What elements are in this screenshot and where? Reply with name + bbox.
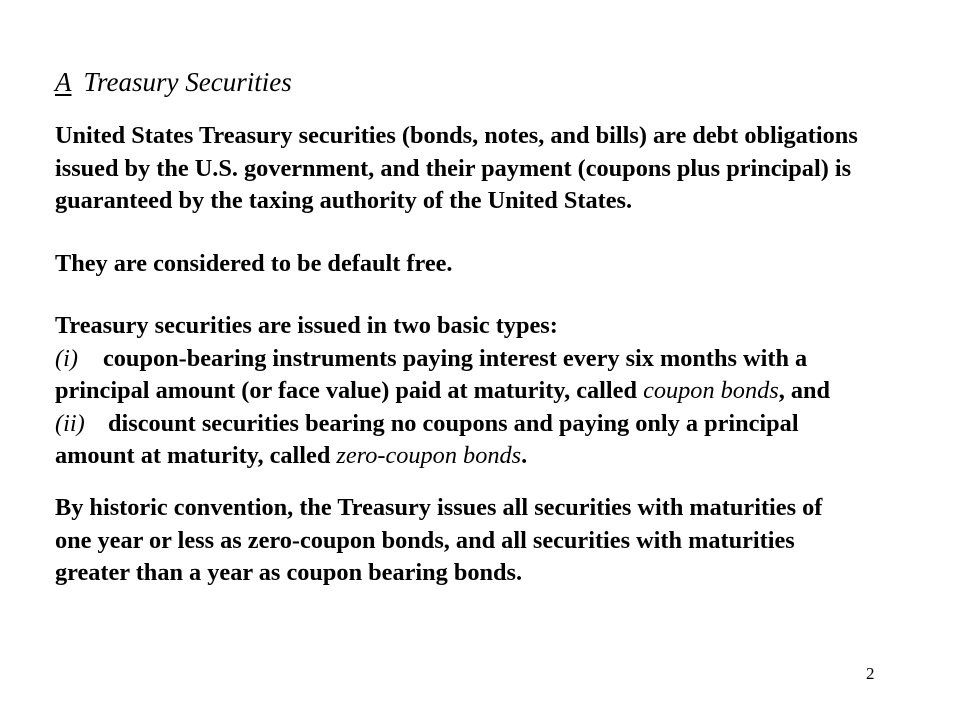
section-title: Treasury Securities xyxy=(83,67,292,97)
paragraph-treasury-definition xyxy=(55,120,858,218)
text-span: . xyxy=(521,442,528,469)
list-item-coupon xyxy=(55,343,830,376)
text-line xyxy=(55,440,830,473)
text-line: By historic convention, the Treasury issues all securities with maturities of xyxy=(55,494,823,521)
term-coupon-bonds: coupon bonds xyxy=(643,377,779,404)
section-heading xyxy=(55,66,292,98)
text-span: amount at maturity, called xyxy=(55,442,337,469)
page-number: 2 xyxy=(866,664,875,683)
text-line: issued by the U.S. government, and their payment (coupons plus principal) is xyxy=(55,154,852,182)
list-marker: (ii) xyxy=(55,409,85,437)
paragraph-historic-convention xyxy=(55,492,822,590)
term-zero-coupon-bonds: zero-coupon bonds xyxy=(336,442,522,469)
text-line: They are considered to be default free. xyxy=(55,250,453,277)
text-line: discount securities bearing no coupons and paying only a principal xyxy=(108,409,799,437)
text-span: , and xyxy=(778,377,831,404)
text-line: greater than a year as coupon bearing bonds. xyxy=(55,559,523,586)
text-line: one year or less as zero-coupon bonds, and all securities with maturities xyxy=(55,526,795,554)
text-line: coupon-bearing instruments paying interest every six months with a xyxy=(103,344,808,372)
list-marker: (i) xyxy=(55,344,78,372)
text-line: Treasury securities are issued in two basic types: xyxy=(55,312,558,339)
text-line xyxy=(55,375,830,408)
paragraph-default-free xyxy=(55,248,452,281)
list-item-discount xyxy=(55,408,830,441)
paragraph-basic-types xyxy=(55,310,830,473)
text-line: United States Treasury securities (bonds, notes, and bills) are debt obligations xyxy=(55,122,858,149)
text-line: guaranteed by the taxing authority of the United States. xyxy=(55,187,633,214)
section-letter: A xyxy=(55,67,72,97)
text-span: principal amount (or face value) paid at maturity, called xyxy=(55,377,644,404)
